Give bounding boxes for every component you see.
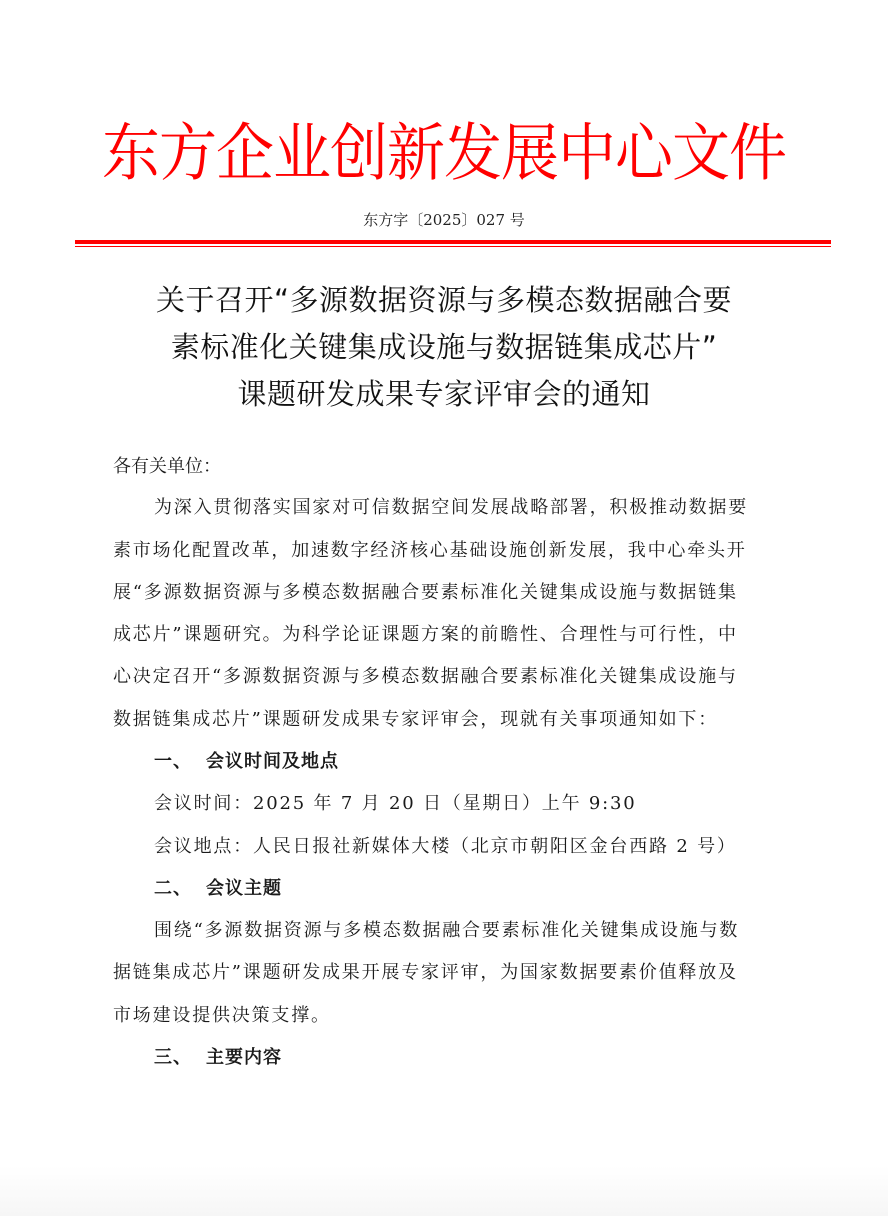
document-masthead: 东方企业创新发展中心文件 bbox=[101, 116, 786, 190]
theme-line: 市场建设提供决策支撑。 bbox=[113, 1005, 331, 1026]
document-number: 东方字〔2025〕027 号 bbox=[363, 211, 525, 229]
intro-line: 数据链集成芯片”课题研发成果专家评审会，现就有关事项通知如下： bbox=[113, 709, 718, 730]
intro-line: 心决定召开“多源数据资源与多模态数据融合要素标准化关键集成设施与 bbox=[113, 666, 738, 687]
title-line: 关于召开“多源数据资源与多模态数据融合要 bbox=[155, 283, 733, 317]
section-number: 三、 bbox=[154, 1047, 192, 1068]
meeting-time: 会议时间：2025 年 7 月 20 日（星期日）上午 9:30 bbox=[154, 793, 637, 814]
section-heading-text: 主要内容 bbox=[206, 1047, 282, 1068]
section-heading-text: 会议时间及地点 bbox=[206, 751, 339, 772]
section-number: 二、 bbox=[154, 878, 192, 899]
red-rule-thin bbox=[75, 246, 831, 247]
title-line: 课题研发成果专家评审会的通知 bbox=[237, 377, 651, 411]
intro-line: 成芯片”课题研究。为科学论证课题方案的前瞻性、合理性与可行性，中 bbox=[113, 624, 738, 645]
notice-title bbox=[80, 277, 808, 418]
theme-line: 围绕“多源数据资源与多模态数据融合要素标准化关键集成设施与数 bbox=[154, 920, 740, 941]
section-heading-2 bbox=[154, 874, 784, 904]
red-rule-thick bbox=[75, 240, 831, 244]
section-number: 一、 bbox=[154, 751, 192, 772]
title-line: 素标准化关键集成设施与数据链集成芯片” bbox=[170, 330, 718, 364]
theme-line: 据链集成芯片”课题研发成果开展专家评审，为国家数据要素价值释放及 bbox=[113, 962, 738, 983]
meeting-location: 会议地点：人民日报社新媒体大楼（北京市朝阳区金台西路 2 号） bbox=[154, 836, 737, 857]
intro-line: 为深入贯彻落实国家对可信数据空间发展战略部署，积极推动数据要 bbox=[154, 497, 748, 518]
intro-line: 展“多源数据资源与多模态数据融合要素标准化关键集成设施与数据链集 bbox=[113, 582, 738, 603]
intro-line: 素市场化配置改革，加速数字经济核心基础设施创新发展，我中心牵头开 bbox=[113, 540, 747, 561]
section-heading-3 bbox=[154, 1043, 784, 1073]
page-bottom-shadow bbox=[0, 1166, 888, 1216]
section-heading-text: 会议主题 bbox=[206, 878, 282, 899]
salutation: 各有关单位： bbox=[113, 456, 221, 477]
section-heading-1 bbox=[154, 747, 784, 777]
